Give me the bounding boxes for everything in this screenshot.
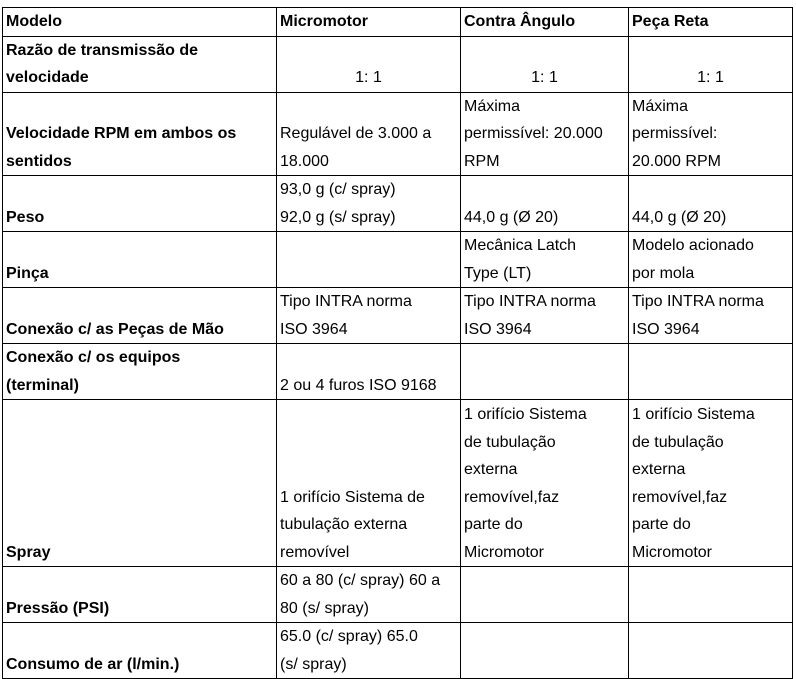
cell-micromotor: 2 ou 4 furos ISO 9168 (277, 344, 461, 400)
row-pressao (3, 567, 793, 623)
cell-micromotor: 1: 1 (277, 36, 461, 92)
cell-micromotor: 93,0 g (c/ spray) 92,0 g (s/ spray) (277, 176, 461, 232)
row-peso (3, 176, 793, 232)
row-label: Razão de transmissão de velocidade (3, 36, 277, 92)
row-label: Conexão c/ os equipos (terminal) (3, 344, 277, 400)
cell-micromotor: 65.0 (c/ spray) 65.0 (s/ spray) (277, 623, 461, 679)
cell-contra-angulo: Tipo INTRA norma ISO 3964 (461, 288, 629, 344)
row-label: Conexão c/ as Peças de Mão (3, 288, 277, 344)
cell-contra-angulo: 1: 1 (461, 36, 629, 92)
cell-peca-reta: Máxima permissível: 20.000 RPM (629, 92, 793, 176)
row-label: Peso (3, 176, 277, 232)
cell-contra-angulo (461, 623, 629, 679)
cell-peca-reta: 1 orifício Sistema de tubulação externa removível,faz parte do Micromotor (629, 400, 793, 567)
row-pinca (3, 232, 793, 288)
row-label: Velocidade RPM em ambos os sentidos (3, 92, 277, 176)
cell-contra-angulo: Máxima permissível: 20.000 RPM (461, 92, 629, 176)
row-velocidade-rpm (3, 92, 793, 176)
cell-contra-angulo (461, 344, 629, 400)
row-label: Consumo de ar (l/min.) (3, 623, 277, 679)
cell-peca-reta: 44,0 g (Ø 20) (629, 176, 793, 232)
cell-micromotor: 1 orifício Sistema de tubulação externa removível (277, 400, 461, 567)
cell-contra-angulo: 44,0 g (Ø 20) (461, 176, 629, 232)
cell-peca-reta: Tipo INTRA norma ISO 3964 (629, 288, 793, 344)
row-consumo-ar (3, 623, 793, 679)
cell-peca-reta: 1: 1 (629, 36, 793, 92)
row-conexao-pecas (3, 288, 793, 344)
cell-peca-reta: Modelo acionado por mola (629, 232, 793, 288)
row-label: Spray (3, 400, 277, 567)
table-header-row (3, 8, 793, 37)
row-conexao-equipos (3, 344, 793, 400)
cell-micromotor: 60 a 80 (c/ spray) 60 a 80 (s/ spray) (277, 567, 461, 623)
cell-contra-angulo (461, 567, 629, 623)
row-label: Pressão (PSI) (3, 567, 277, 623)
cell-micromotor (277, 232, 461, 288)
row-label: Pinça (3, 232, 277, 288)
cell-peca-reta (629, 623, 793, 679)
header-micromotor: Micromotor (277, 8, 461, 37)
cell-contra-angulo: Mecânica Latch Type (LT) (461, 232, 629, 288)
cell-micromotor: Regulável de 3.000 a 18.000 (277, 92, 461, 176)
spec-table (2, 7, 793, 679)
cell-micromotor: Tipo INTRA norma ISO 3964 (277, 288, 461, 344)
header-modelo: Modelo (3, 8, 277, 37)
cell-contra-angulo: 1 orifício Sistema de tubulação externa removível,faz parte do Micromotor (461, 400, 629, 567)
cell-peca-reta (629, 567, 793, 623)
cell-peca-reta (629, 344, 793, 400)
row-spray (3, 400, 793, 567)
header-contra-angulo: Contra Ângulo (461, 8, 629, 37)
header-peca-reta: Peça Reta (629, 8, 793, 37)
row-razao-transmissao (3, 36, 793, 92)
